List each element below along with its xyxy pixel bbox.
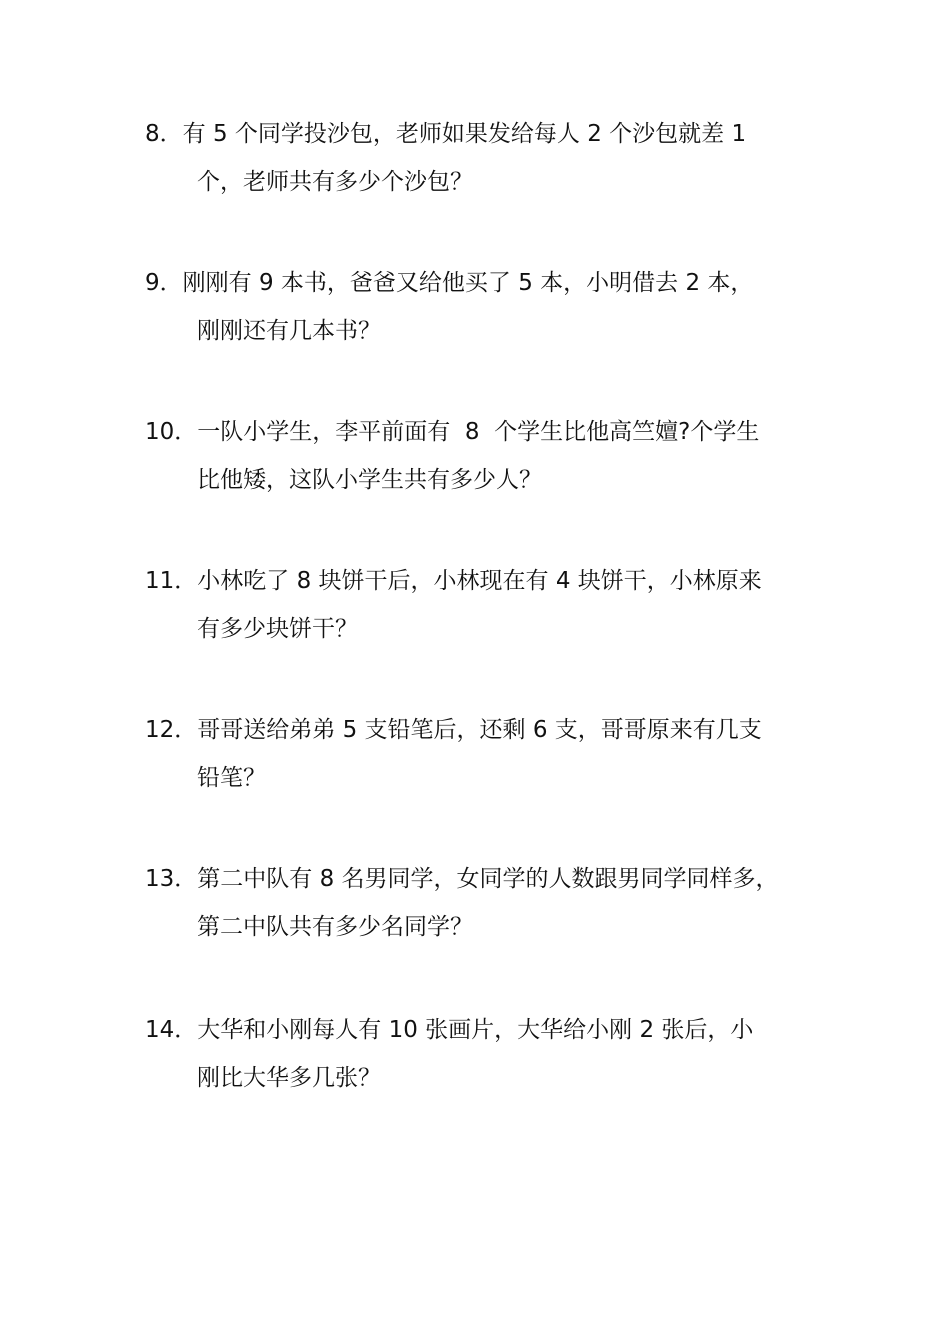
question-number: 13． bbox=[145, 866, 198, 892]
question-text-continued: 铅笔？ bbox=[197, 765, 266, 791]
question-text-continued: 个，老师共有多少个沙包？ bbox=[197, 169, 473, 195]
question-number: 12． bbox=[145, 717, 198, 743]
question-line bbox=[145, 408, 815, 456]
question-text: 有 5 个同学投沙包，老师如果发给每人 2 个沙包就差 1 bbox=[182, 121, 747, 147]
question-13 bbox=[145, 855, 815, 951]
question-8 bbox=[145, 110, 815, 206]
question-text: 大华和小刚每人有 10 张画片，大华给小刚 2 张后，小 bbox=[197, 1017, 754, 1043]
question-text: 第二中队有 8 名男同学，女同学的人数跟男同学同样多， bbox=[197, 866, 779, 892]
question-text: 哥哥送给弟弟 5 支铅笔后，还剩 6 支，哥哥原来有几支 bbox=[197, 717, 762, 743]
question-12 bbox=[145, 706, 815, 802]
question-number: 10． bbox=[145, 419, 198, 445]
question-text: 小林吃了 8 块饼干后，小林现在有 4 块饼干，小林原来 bbox=[197, 568, 762, 594]
question-text-continued: 第二中队共有多少名同学？ bbox=[197, 914, 473, 940]
question-line bbox=[145, 1006, 815, 1054]
question-number: 14． bbox=[145, 1017, 198, 1043]
question-text: 刚刚有 9 本书，爸爸又给他买了 5 本，小明借去 2 本， bbox=[182, 270, 754, 296]
question-11 bbox=[145, 557, 815, 653]
question-number: 9． bbox=[145, 270, 183, 296]
question-text: 一队小学生，李平前面有 8 个学生比他高竺嬗?个学生 bbox=[197, 419, 760, 445]
question-line bbox=[145, 855, 815, 903]
question-14 bbox=[145, 1006, 815, 1102]
question-text-continued: 刚比大华多几张？ bbox=[197, 1065, 381, 1091]
question-line bbox=[145, 557, 815, 605]
question-text-continued: 有多少块饼干？ bbox=[197, 616, 358, 642]
question-text-continued: 比他矮，这队小学生共有多少人？ bbox=[197, 467, 542, 493]
question-number: 8． bbox=[145, 121, 183, 147]
question-text-continued: 刚刚还有几本书？ bbox=[197, 318, 381, 344]
question-10 bbox=[145, 408, 815, 504]
question-9 bbox=[145, 259, 815, 355]
question-line bbox=[145, 110, 815, 158]
question-number: 11． bbox=[145, 568, 198, 594]
question-line bbox=[145, 259, 815, 307]
question-line bbox=[145, 706, 815, 754]
